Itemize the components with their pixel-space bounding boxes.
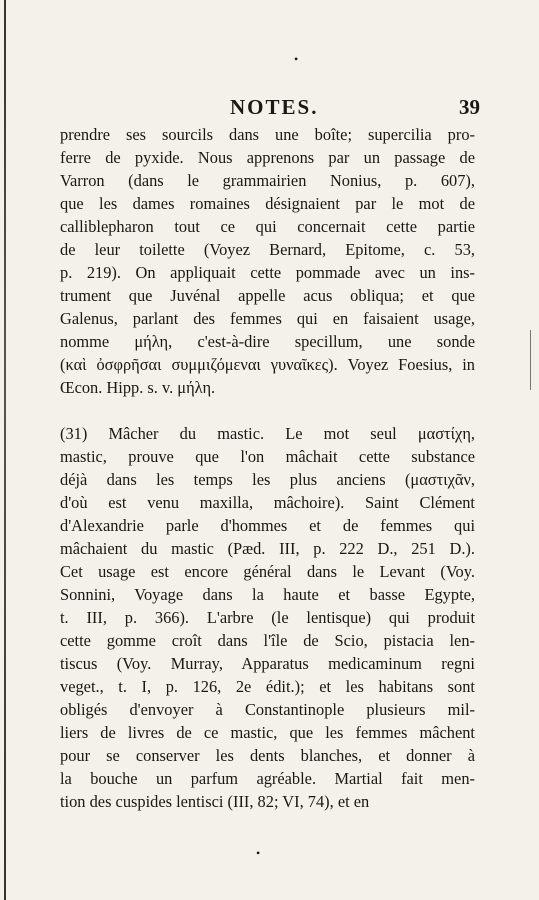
- page-edge: [4, 0, 6, 900]
- text-line: Varron (dans le grammairien Nonius, p. 607),: [60, 171, 475, 190]
- text-line: mastic, prouve que l'on mâchait cette substance: [60, 447, 475, 466]
- text-line: Œcon. Hipp. s. v. μήλη.: [60, 378, 216, 397]
- text-line: tion des cuspides lentisci (III, 82; VI, 74), et en: [60, 792, 370, 811]
- text-line: p. 219). On appliquait cette pommade avec un ins-: [60, 263, 475, 282]
- text-line: liers de livres de ce mastic, que les femmes mâchent: [60, 723, 475, 742]
- text-line: d'Alexandrie parle d'hommes et de femmes qui: [60, 516, 475, 535]
- text-line: (31) Mâcher du mastic. Le mot seul μαστίχη,: [60, 424, 475, 443]
- text-line: de leur toilette (Voyez Bernard, Epitome, c. 53,: [60, 240, 475, 259]
- text-line: d'où est venu maxilla, mâchoire). Saint Clément: [60, 493, 475, 512]
- text-line: (καὶ ὀσφρῆσαι συμμιζόμεναι γυναῖκες). Voyez Foesius, in: [60, 355, 475, 374]
- text-line: Galenus, parlant des femmes qui en faisaient usage,: [60, 309, 475, 328]
- text-line: prendre ses sourcils dans une boîte; supercilia pro-: [60, 125, 475, 144]
- text-line: Cet usage est encore général dans le Levant (Voy.: [60, 562, 475, 581]
- text-line: mâchaient du mastic (Pæd. III, p. 222 D., 251 D.).: [60, 539, 475, 558]
- text-line: tiscus (Voy. Murray, Apparatus medicaminum regni: [60, 654, 475, 673]
- page-header: [60, 95, 480, 123]
- text-line: trument que Juvénal appelle acus obliqua; et que: [60, 286, 475, 305]
- note-30-paragraph: [60, 123, 475, 399]
- notes-body: [60, 123, 475, 813]
- note-31-paragraph: [60, 422, 475, 813]
- text-line: la bouche un parfum agréable. Martial fait men-: [60, 769, 475, 788]
- text-line: nomme μήλη, c'est-à-dire specillum, une sonde: [60, 332, 475, 351]
- printer-mark-top: •: [294, 52, 299, 66]
- running-head: NOTES.: [230, 95, 319, 119]
- page-edge-mark: [530, 330, 531, 390]
- text-line: cette gomme croît dans l'île de Scio, pistacia len-: [60, 631, 475, 650]
- text-line: t. III, p. 366). L'arbre (le lentisque) qui produit: [60, 608, 475, 627]
- text-line: veget., t. I, p. 126, 2e édit.); et les habitans sont: [60, 677, 475, 696]
- text-line: déjà dans les temps les plus anciens (μαστιχᾶν,: [60, 470, 475, 489]
- page-number: 39: [459, 95, 480, 119]
- printer-mark-bottom: •: [256, 846, 261, 860]
- text-line: pour se conserver les dents blanches, et donner à: [60, 746, 475, 765]
- text-line: ferre de pyxide. Nous apprenons par un passage de: [60, 148, 475, 167]
- text-line: callibl​epharon tout ce qui concernait cette partie: [60, 217, 475, 236]
- text-line: obligés d'envoyer à Constantinople plusieurs mil-: [60, 700, 475, 719]
- text-line: que les dames romaines désignaient par le mot de: [60, 194, 475, 213]
- text-line: Sonnini, Voyage dans la haute et basse Egypte,: [60, 585, 475, 604]
